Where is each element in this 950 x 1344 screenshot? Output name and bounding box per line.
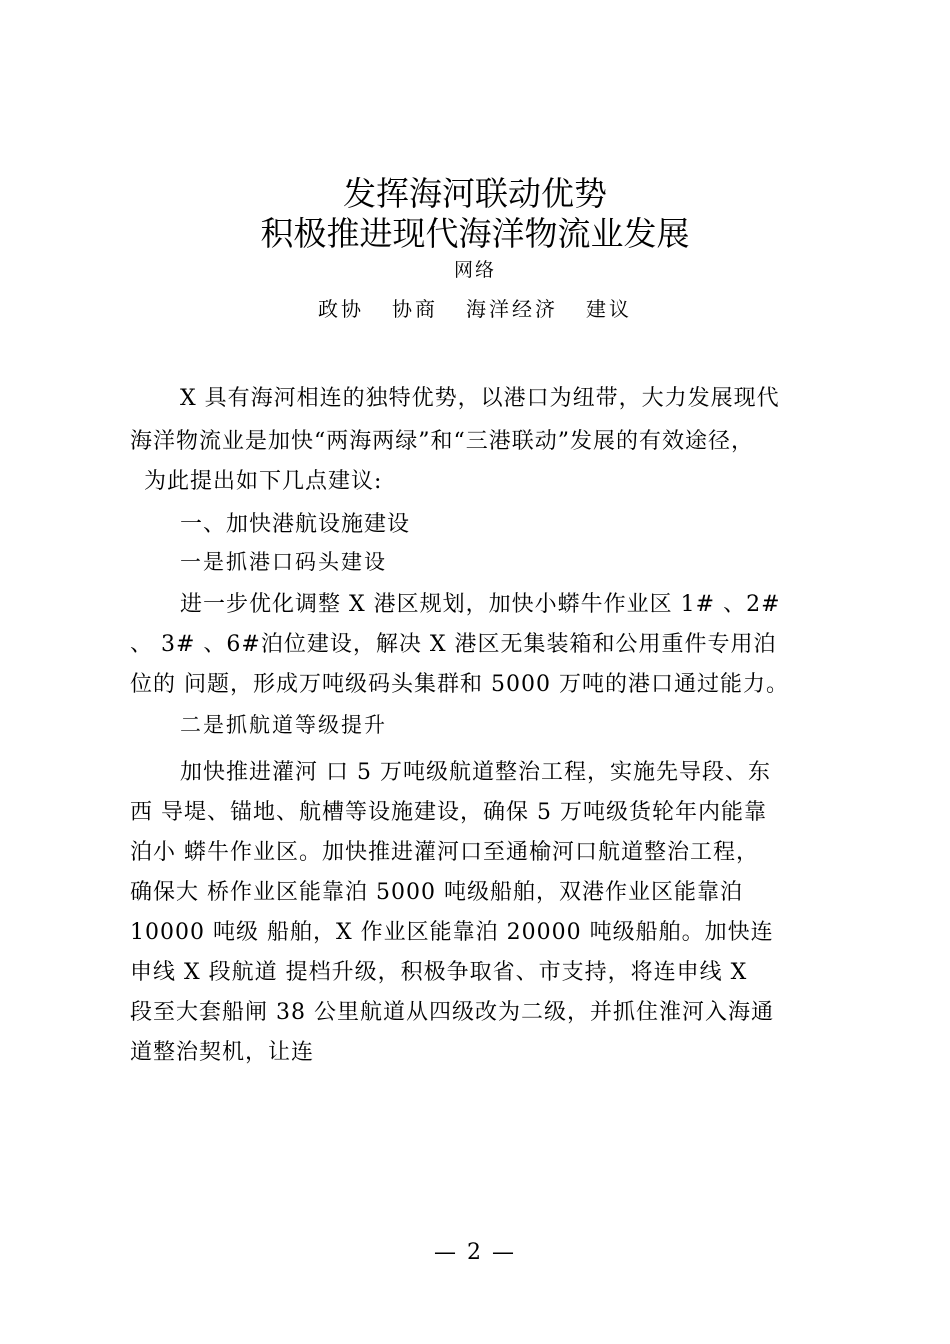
- paragraph-line: 确保大 桥作业区能靠泊 5000 吨级船舶，双港作业区能靠泊: [130, 880, 743, 905]
- document-source: 网络: [453, 259, 496, 281]
- keywords-row: [0, 296, 950, 322]
- intro-line: 海洋物流业是加快“两海两绿”和“三港联动”发展的有效途径，: [130, 429, 754, 454]
- item-subheading: 一是抓港口码头建设: [180, 550, 387, 574]
- intro-line: X 具有海河相连的独特优势，以港口为纽带，大力发展现代: [180, 386, 780, 411]
- document-title-line-1: 发挥海河联动优势: [343, 174, 607, 213]
- paragraph-line: 道整治契机，让连: [130, 1040, 315, 1065]
- paragraph-line: 西 导堤、锚地、航槽等设施建设，确保 5 万吨级货轮年内能靠: [130, 800, 767, 825]
- paragraph-line: 段至大套船闸 38 公里航道从四级改为二级，并抓住淮河入海通: [130, 1000, 774, 1025]
- paragraph-line: 、 3# 、6#泊位建设，解决 X 港区无集装箱和公用重件专用泊: [130, 632, 777, 657]
- paragraph-line: 申线 X 段航道 提档升级，积极争取省、市支持，将连申线 X: [130, 960, 748, 985]
- document-title-line-2: 积极推进现代海洋物流业发展: [260, 214, 690, 253]
- page-number: — 2 —: [434, 1240, 516, 1265]
- keyword: 协商: [392, 297, 438, 321]
- paragraph-line: 加快推进灌河 口 5 万吨级航道整治工程，实施先导段、东: [180, 760, 771, 785]
- intro-line: 为此提出如下几点建议:: [144, 469, 383, 494]
- item-subheading: 二是抓航道等级提升: [180, 713, 387, 737]
- paragraph-line: 10000 吨级 船舶，X 作业区能靠泊 20000 吨级船舶。加快连: [130, 920, 774, 945]
- keyword: 海洋经济: [466, 297, 558, 321]
- paragraph-line: 泊小 蟒牛作业区。加快推进灌河口至通榆河口航道整治工程，: [130, 840, 759, 865]
- keyword: 建议: [586, 297, 632, 321]
- paragraph-line: 进一步优化调整 X 港区规划，加快小蟒牛作业区 1# 、2#: [180, 592, 781, 617]
- section-heading: 一、加快港航设施建设: [180, 512, 411, 537]
- keyword: 政协: [318, 297, 364, 321]
- paragraph-line: 位的 问题，形成万吨级码头集群和 5000 万吨的港口通过能力。: [130, 672, 789, 697]
